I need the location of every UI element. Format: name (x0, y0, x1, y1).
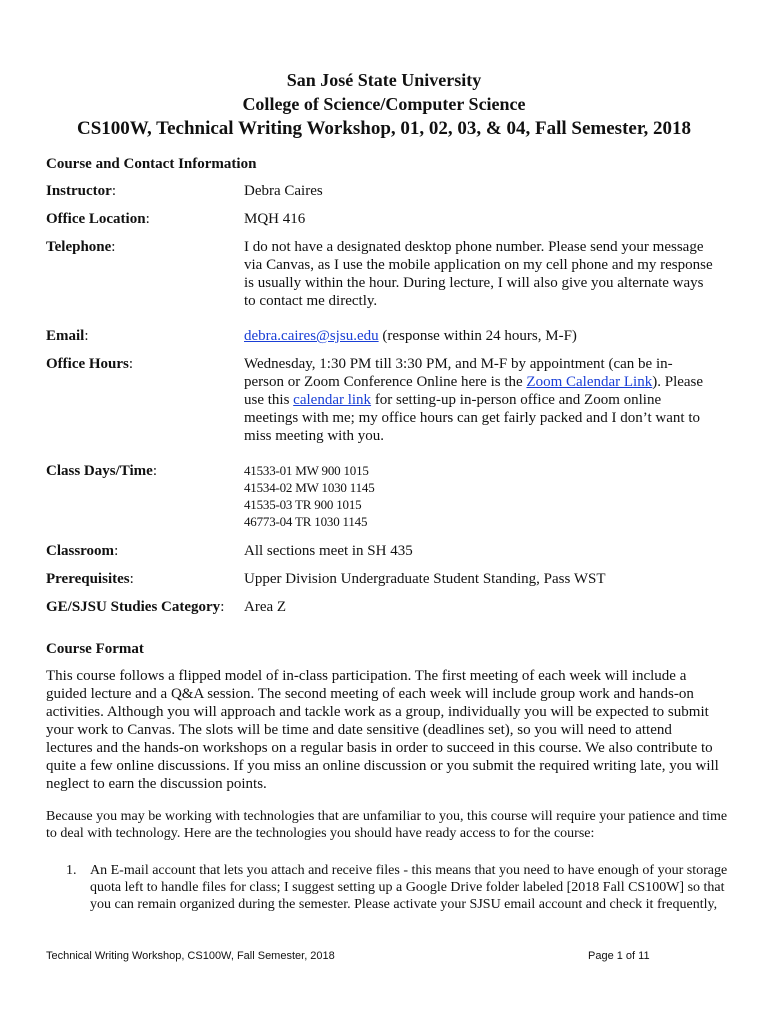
ge-category-label: GE/SJSU Studies Category (46, 599, 221, 615)
syllabus-page: San José State University College of Science/Computer Science CS100W, Technical Writing Workshop, 01, 02, 03, & 04, Fall Semester, 2018 Course and Contact Information Instructor: Debra Caires Office Location: MQH 416 Telephone: I do not have a designated desktop phone number. Please send your message via Canvas, as I use the mobile application on my cell phone and my response is usually within the hour. During lecture, I will also give you alternate ways to contact me directly. Email: debra.caires@sjsu.edu (response within 24 hours, M-F) Office Hours: Wednesday, 1:30 PM till 3:30 PM, and M-F by appointment (can be in- person or Zoom Conference Online here is the Zoom Calendar Link). Please use this calendar link for setting-up in-person office and Zoom online meetings with me; my office hours can get fairly packed and I don’t want to miss meeting with you. Class Days/Time: 41533-01 MW 900 1015 41534-02 MW 1030 1145 41535-03 TR 900 1015 46773-04 TR 1030 1145 Classroom: All sections meet in SH 435 Prerequisites: Upper Division Undergraduate Student Standing, Pass WST GE/SJSU Studies Category: Area Z Course Format This course follows a flipped model of in-class participation. The first meeting of each week will include a guided lecture and a Q&A session. The second meeting of each week will include group work and hands-on activities. Although you will approach and tackle work as a group, individually you will be expected to submit your work to Canvas. The slots will be time and date sensitive (deadlines set), so you will need to attend lectures and the hands-on workshops on a regular basis in order to succeed in this course. We also contribute to quite a few online discussions. If you miss an online discussion or you submit the required writing late, you will neglect to earn the discussion points. Because you may be working with technologies that are unfamiliar to you, this course will require your patience and time to deal with technology. Here are the technologies you should have ready access to for the course: 1. An E-mail account that lets you attach and receive files - this means that you need to have enough of your storage quota left to handle files for class; I suggest setting up a Google Drive folder labeled [2018 Fall CS100W] so that you can remain organized during the semester. Please activate your SJSU email account and check it frequently, Technical Writing Workshop, CS100W, Fall Semester, 2018 Page 1 of 11 (0, 0, 768, 1024)
email-note: (response within 24 hours, M-F) (378, 328, 577, 344)
instructor-label: Instructor (46, 183, 112, 199)
email-link[interactable]: debra.caires@sjsu.edu (244, 328, 379, 344)
list-item-body: An E-mail account that lets you attach and receive files - this means that you need to have enough of your storage quota left to handle files for class; I suggest setting up a Google Drive folder labeled [2018 Fall CS100W] so that you can remain organized during the semester. Please activate your SJSU email account and check it frequently, (90, 863, 728, 912)
format-paragraph: This course follows a flipped model of in-class participation. The first meeting of each week will include a guided lecture and a Q&A session. The second meeting of each week will include group work and hands-on activities. Although you will approach and tackle work as a group, individually you will be expected to submit your work to Canvas. The slots will be time and date sensitive (deadlines set), so you will need to attend lectures and the hands-on workshops on a regular basis in order to succeed in this course. We also contribute to quite a few online discussions. If you miss an online discussion or you submit the required writing late, you will neglect to earn the discussion points. (46, 668, 719, 792)
office-location-value: MQH 416 (244, 211, 306, 227)
classroom-value: All sections meet in SH 435 (244, 543, 413, 559)
telephone-value: I do not have a designated desktop phone number. Please send your message via Canvas, as I use the mobile application on my cell phone and my response is usually within the hour. During lecture, I will also give you alternate ways to contact me directly. (244, 239, 713, 309)
contact-section-title: Course and Contact Information (46, 156, 257, 172)
footer-page-number: Page 1 of 11 (588, 950, 650, 962)
class-days-value: 41533-01 MW 900 1015 41534-02 MW 1030 1145 41535-03 TR 900 1015 46773-04 TR 1030 1145 (244, 463, 375, 529)
classroom-label: Classroom (46, 543, 115, 559)
list-item-number: 1. (66, 863, 77, 878)
zoom-calendar-link[interactable]: Zoom Calendar Link (526, 374, 653, 390)
format-section-title: Course Format (46, 641, 144, 657)
prerequisites-value: Upper Division Undergraduate Student Standing, Pass WST (244, 571, 606, 587)
technology-paragraph: Because you may be working with technologies that are unfamiliar to you, this course will require your patience and time to deal with technology. Here are the technologies you should have ready access to for the course: (46, 809, 728, 841)
instructor-value: Debra Caires (244, 183, 323, 199)
prerequisites-label: Prerequisites (46, 571, 130, 587)
class-days-label: Class Days/Time (46, 463, 153, 479)
office-location-label: Office Location (46, 211, 146, 227)
office-hours-value: Wednesday, 1:30 PM till 3:30 PM, and M-F by appointment (can be in- person or Zoom Conference Online here is the Zoom Calendar Link). Please use this calendar link for setting-up in-person office and Zoom online meetings with me; my office hours can get fairly packed and I don’t want to miss meeting with you. (244, 356, 704, 444)
college-name: College of Science/Computer Science (242, 94, 526, 114)
email-label: Email (46, 328, 85, 344)
course-title: CS100W, Technical Writing Workshop, 01, 02, 03, & 04, Fall Semester, 2018 (76, 118, 692, 139)
ge-category-value: Area Z (244, 599, 287, 615)
calendar-link[interactable]: calendar link (293, 392, 372, 408)
office-hours-label: Office Hours (46, 356, 129, 372)
footer-course: Technical Writing Workshop, CS100W, Fall Semester, 2018 (46, 950, 335, 962)
university-name: San José State University (286, 70, 482, 90)
telephone-label: Telephone (46, 239, 112, 255)
